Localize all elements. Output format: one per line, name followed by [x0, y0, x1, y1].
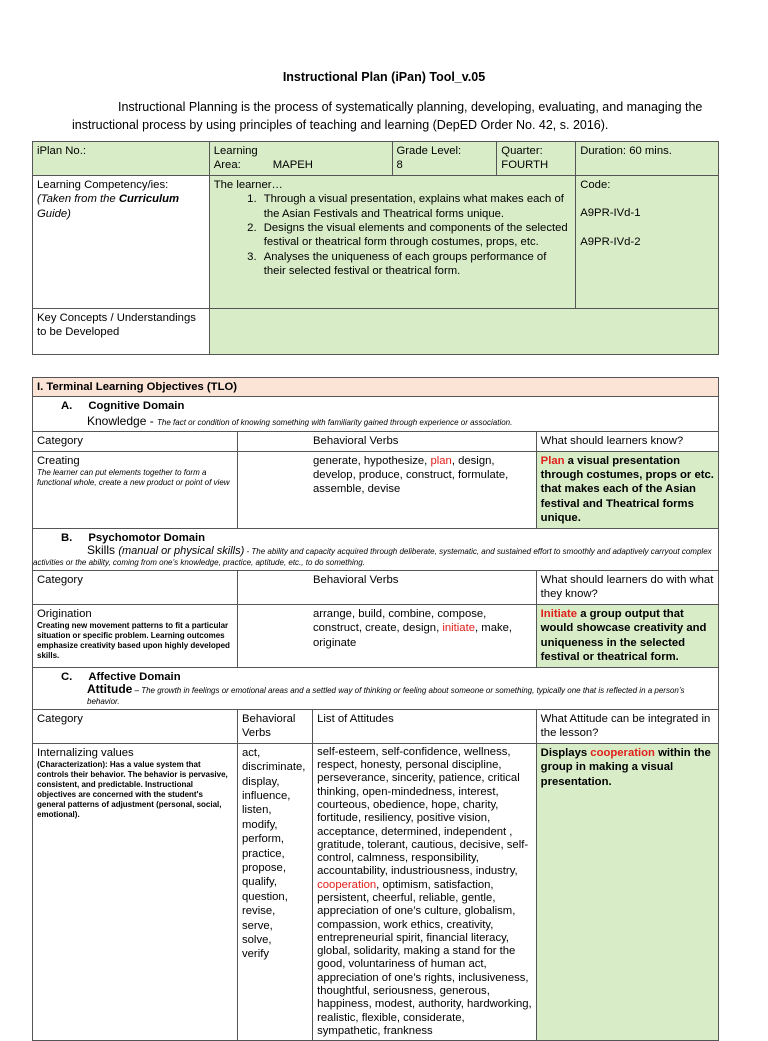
col-list-attitudes: List of Attitudes — [313, 709, 537, 743]
col-behavioral-verbs: Behavioral Verbs — [238, 709, 313, 743]
psychomotor-verbs: arrange, build, combine, compose, construct, create, design, initiate, make, originate — [238, 604, 537, 667]
col-category: Category — [33, 432, 238, 451]
code-cell: Code: A9PR-IVd-1 A9PR-IVd-2 — [576, 175, 719, 308]
behavioral-verb: verify — [242, 948, 269, 961]
affective-category: Internalizing values (Characterization): Has a value system that controls their behavior. The behavior is pervasive, consistent, and predictable. Instructional objectives are concerned with the student's general patterns of adjustment (personal, social, emotional). — [33, 743, 238, 1041]
psychomotor-domain-header: B. Psychomotor Domain Skills (manual or physical skills) - The ability and capacity acquired through deliberate, systematic, and sustained effort to smoothly and adaptively carryout complex activities or the ability, coming from one’s knowledge, practice, aptitude, etc., to do something. — [33, 528, 719, 570]
col-behavioral-verbs: Behavioral Verbs — [238, 432, 537, 451]
tlo-table — [32, 377, 719, 1041]
behavioral-verb: solve, — [242, 934, 272, 946]
behavioral-verb: influence, — [242, 789, 291, 802]
cognitive-category: Creating The learner can put elements together to form a functional whole, create a new product or point of view — [33, 451, 238, 528]
behavioral-verb: listen, — [242, 804, 272, 817]
behavioral-verb: display, — [242, 775, 280, 788]
col-what-know: What should learners know? — [536, 432, 718, 451]
behavioral-verb: perform, — [242, 833, 285, 846]
header-table — [32, 141, 719, 355]
behavioral-verb: modify, — [242, 818, 278, 831]
code-2: A9PR-IVd-2 — [580, 235, 641, 248]
behavioral-verb: qualify, — [242, 876, 277, 889]
learning-competencies: The learner… 1. Through a visual presentation, explains what makes each of the Asian Festivals and Theatrical forms unique. 2. Designs the visual elements and components of the selected festival or theatrical form through costumes, props, etc. 3. Analyses the uniqueness of each groups performance of their selected festival or theatrical form. — [209, 175, 575, 308]
cognitive-objective: Plan a visual presentation through costumes, props or etc. that makes each of the Asian festival and Theatrical forms unique. — [536, 451, 718, 528]
psychomotor-category: Origination Creating new movement patterns to fit a particular situation or specific problem. Learning outcomes emphasize creativity based upon highly developed skills. — [33, 604, 238, 667]
learning-competency-label: Learning Competency/ies: (Taken from the Curriculum Guide) — [33, 175, 210, 308]
behavioral-verb: revise, — [242, 905, 276, 918]
behavioral-verb: practice, — [242, 847, 285, 860]
competency-item: 2. Designs the visual elements and components of the selected festival or theatrical form through costumes, props, etc. — [260, 221, 571, 250]
grade-level-value: 8 — [396, 159, 403, 172]
tlo-heading: I. Terminal Learning Objectives (TLO) — [33, 378, 719, 397]
psychomotor-objective: Initiate a group output that would showcase creativity and uniqueness in the selected festival or theatrical form. — [536, 604, 718, 667]
col-what-do: What should learners do with what they know? — [536, 571, 718, 605]
cognitive-verbs: generate, hypothesize, plan, design, develop, produce, construct, formulate, assemble, devise — [238, 451, 537, 528]
intro-paragraph: Instructional Planning is the process of systematically planning, developing, evaluating, and managing the instructional process by using principles of teaching and learning (DepED Order No. 42, s. 2016). — [72, 100, 703, 132]
affective-objective: Displays cooperation within the group in making a visual presentation. — [536, 743, 718, 1041]
grade-level-cell: Grade Level: 8 — [392, 142, 497, 176]
competency-item: 1. Through a visual presentation, explains what makes each of the Asian Festivals and Theatrical forms unique. — [260, 192, 571, 221]
behavioral-verb: propose, — [242, 861, 286, 874]
attitude-list: self-esteem, self-confidence, wellness, respect, honesty, personal discipline, perseverance, sincerity, patience, critical thinking, open-mindedness, interest, courteous, obedience, hope, charity, fortitude, resiliency, positive vision, acceptance, determined, independent , gratitude, tolerant, cautious, decisive, self-control, calmness, responsibility, accountability, industriousness, industry, cooperation, optimism, satisfaction, persistent, cheerful, reliable, gentle, appreciation of one’s culture, globalism, compassion, work ethics, creativity, entrepreneurial spirit, financial literacy, global, solidarity, making a stand for the good, voluntariness of human act, appreciation of one’s rights, inclusiveness, thoughtful, seriousness, generous, happiness, modest, authority, hardworking, realistic, flexible, considerate, sympathetic, frankness — [313, 743, 537, 1041]
document-title: Instructional Plan (iPan) Tool_v.05 — [282, 70, 486, 84]
behavioral-verb: question, — [242, 890, 288, 903]
behavioral-verb: discriminate, — [242, 761, 306, 774]
quarter-cell: Quarter: FOURTH — [497, 142, 576, 176]
cognitive-domain-header: A. Cognitive Domain Knowledge - The fact or condition of knowing something with familiarity gained through experience or association. — [33, 397, 719, 432]
affective-domain-header: C. Affective Domain Attitude – The growth in feelings or emotional areas and a settled way of thinking or feeling about someone or something, typically one that is reflected in a person’s behavior. — [33, 667, 719, 709]
quarter-value: FOURTH — [501, 159, 549, 172]
col-behavioral-verbs: Behavioral Verbs — [238, 571, 537, 605]
code-1: A9PR-IVd-1 — [580, 207, 641, 220]
key-concepts-label: Key Concepts / Understandings to be Developed — [33, 308, 210, 354]
affective-verbs — [238, 743, 313, 1041]
learning-area-cell: Learning Area: MAPEH — [209, 142, 392, 176]
key-concepts-value — [209, 308, 718, 354]
duration-cell: Duration: 60 mins. — [576, 142, 719, 176]
col-what-attitude: What Attitude can be integrated in the lesson? — [536, 709, 718, 743]
col-category: Category — [33, 571, 238, 605]
iplan-label: iPlan No.: — [33, 142, 210, 176]
behavioral-verb: act, — [242, 746, 261, 759]
behavioral-verb: serve, — [242, 919, 273, 932]
competency-item: 3. Analyses the uniqueness of each groups performance of their selected festival or theatrical form. — [260, 250, 571, 279]
col-category: Category — [33, 709, 238, 743]
learning-area-value: MAPEH — [272, 159, 313, 172]
